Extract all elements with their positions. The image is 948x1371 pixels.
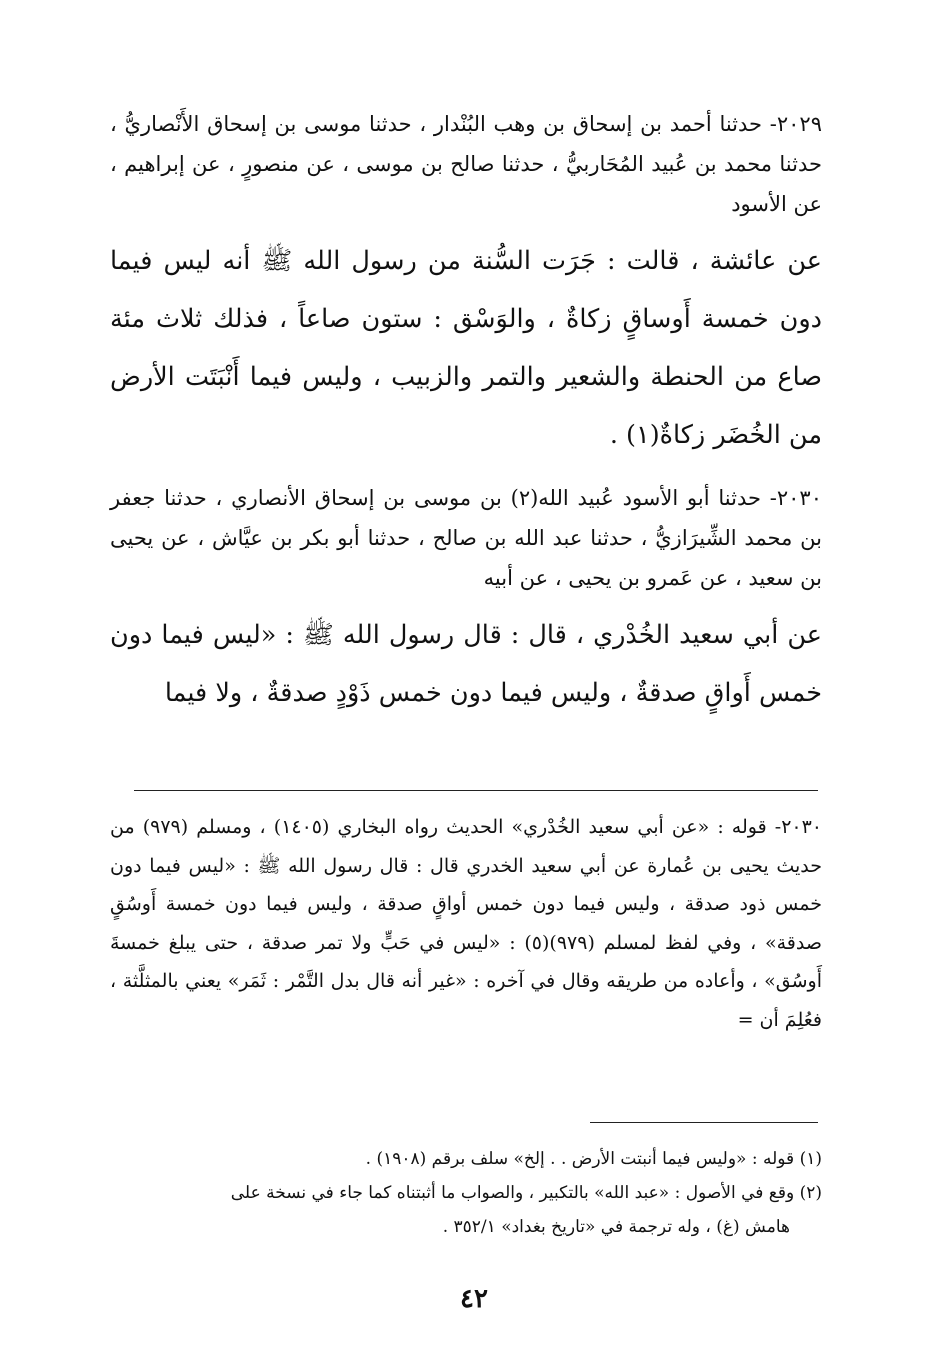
hadith-2029-isnad: ٢٠٢٩- حدثنا أحمد بن إسحاق بن وهب البُنْدار ، حدثنا موسى بن إسحاق الأَنْصاريُّ ، حدثنا محمد بن عُبيد المُحَاربيُّ ، حدثنا صالح بن موسى ، عن منصورٍ ، عن إبراهيم ، عن الأسود <box>110 112 822 216</box>
commentary-separator <box>134 790 818 791</box>
commentary-2030: ٢٠٣٠- قوله : «عن أبي سعيد الخُدْري» الحديث رواه البخاري (١٤٠٥) ، ومسلم (٩٧٩) من حديث يحيى بن عُمارة عن أبي سعيد الخدري قال : قال رسول الله ﷺ : «ليس فيما دون خمس ذود صدقة ، وليس فيما دون خمس أواقٍ صدقة ، وليس فيما دون خمسة أَوسُقٍ صدقة» ، وفي لفظ لمسلم (٩٧٩)(٥) : «ليس في حَبٍّ ولا تمر صدقة ، حتى يبلغ خمسةَ أَوسُق» ، وأعاده من طريقه وقال في آخره : «غير أنه قال بدل التَّمْر : ثَمَر» يعني بالمثلَّثة ، فعُلِمَ أن = <box>110 816 823 1031</box>
commentary-block <box>110 808 822 1039</box>
footnote-2-continuation: هامش (غ) ، وله ترجمة في «تاريخ بغداد» ٣٥٢/١ . <box>442 1217 790 1237</box>
page-number: ٤٢ <box>460 1284 488 1314</box>
footnote-2: (٢) وقع في الأصول : «عبد الله» بالتكبير ، والصواب ما أثبتناه كما جاء في نسخة على <box>230 1183 822 1203</box>
hadith-2030-isnad: ٢٠٣٠- حدثنا أبو الأسود عُبيد الله(٢) بن موسى بن إسحاق الأنصاري ، حدثنا جعفر بن محمد الشِّيرَازيُّ ، حدثنا عبد الله بن صالح ، حدثنا أبو بكر بن عيَّاش ، عن يحيى بن سعيد ، عن عَمرو بن يحيى ، عن أبيه <box>110 486 822 590</box>
footnotes <box>110 1142 822 1244</box>
main-text <box>110 104 822 736</box>
hadith-2029-matn: عن عائشة ، قالت : جَرَت السُّنة من رسول الله ﷺ أنه ليس فيما دون خمسة أَوساقٍ زكاةٌ ، والوَسْق : ستون صاعاً ، فذلك ثلاث مئة صاع من الحنطة والشعير والتمر والزبيب ، وليس فيما أَنْبَتَت الأرض من الخُضَر زكاةٌ(١) . <box>110 246 822 450</box>
hadith-2030-matn: عن أبي سعيد الخُدْري ، قال : قال رسول الله ﷺ : «ليس فيما دون خمس أَواقٍ صدقةٌ ، وليس فيما دون خمس ذَوْدٍ صدقةٌ ، ولا فيما <box>110 620 822 708</box>
footnote-separator <box>590 1122 818 1123</box>
footnote-1: (١) قوله : «وليس فيما أنبتت الأرض . . إلخ» سلف برقم (١٩٠٨) . <box>365 1149 822 1169</box>
